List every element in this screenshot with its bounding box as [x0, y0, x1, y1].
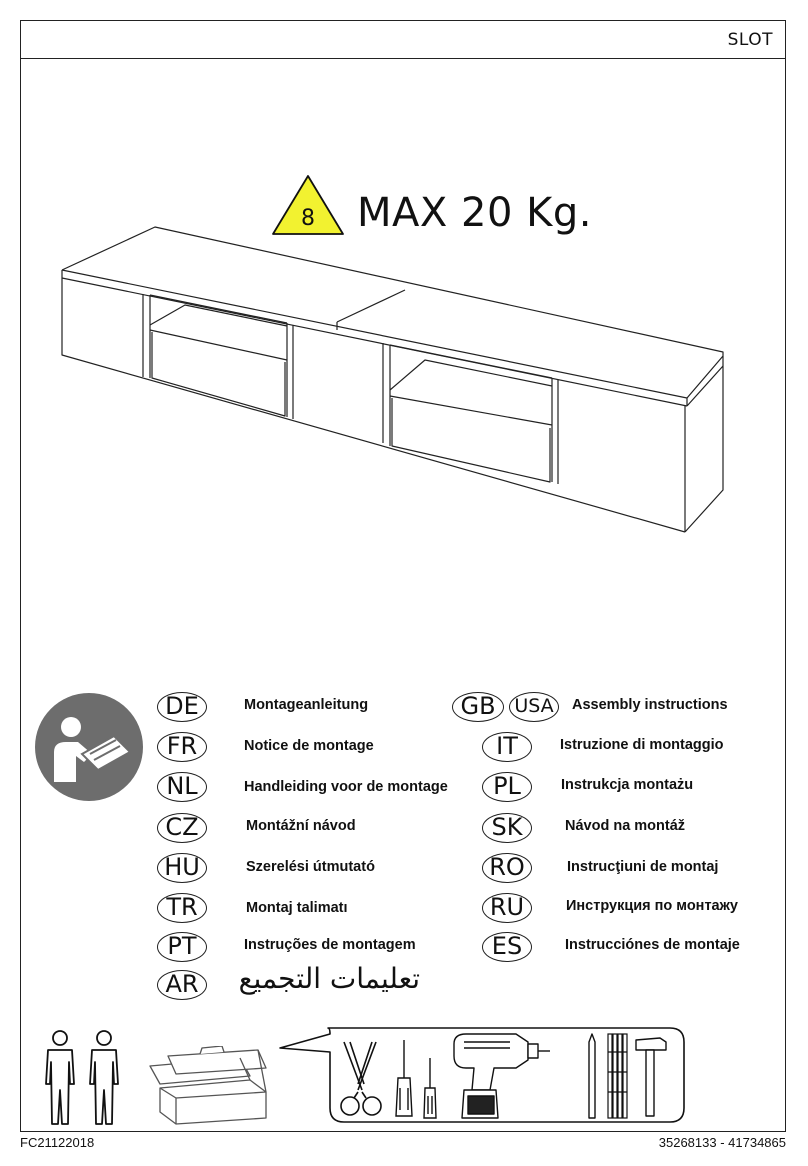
lang-text-pl: Instrukcja montażu: [561, 777, 694, 793]
screwdrivers-icon: [392, 1038, 442, 1122]
lang-badge-it: IT: [482, 732, 532, 762]
max-load-label: MAX 20 Kg.: [357, 190, 592, 236]
lang-badge-tr: TR: [157, 893, 207, 923]
lang-text-gb: Assembly instructions: [572, 697, 728, 713]
folding-ruler-icon: [606, 1032, 630, 1120]
pencil-icon: [586, 1032, 598, 1120]
lang-badge-ar: AR: [157, 970, 207, 1000]
lang-badge-ru: RU: [482, 893, 532, 923]
tv-cabinet-drawing: [55, 220, 735, 540]
product-name: SLOT: [727, 30, 773, 50]
lang-text-ar: تعليمات التجميع: [238, 962, 420, 995]
lang-badge-sk: SK: [482, 813, 532, 843]
lang-badge-gb: GB: [452, 692, 504, 722]
read-instructions-icon: [34, 692, 144, 802]
lang-text-ro: Instrucţiuni de montaj: [567, 859, 719, 875]
lang-badge-es: ES: [482, 932, 532, 962]
lang-badge-ro: RO: [482, 853, 532, 883]
lang-text-de: Montageanleitung: [244, 697, 369, 713]
header-bar: [21, 21, 785, 59]
lang-text-es: Instrucciónes de montaje: [565, 937, 740, 953]
lang-text-it: Istruzione di montaggio: [560, 737, 724, 753]
toolbox-icon: [140, 1046, 275, 1126]
lang-badge-fr: FR: [157, 732, 207, 762]
lang-text-hu: Szerelési útmutató: [246, 859, 375, 875]
lang-badge-de: DE: [157, 692, 207, 722]
two-people-icon: [38, 1028, 128, 1126]
lang-badge-nl: NL: [157, 772, 207, 802]
document-code: FC21122018: [20, 1135, 95, 1150]
lang-text-pt: Instruções de montagem: [244, 937, 416, 953]
lang-badge-cz: CZ: [157, 813, 207, 843]
lang-text-ru: Инструкция по монтажу: [566, 898, 738, 914]
lang-text-nl: Handleiding voor de montage: [244, 779, 448, 795]
max-load-badge-value: 8: [301, 206, 315, 231]
lang-text-fr: Notice de montage: [244, 738, 374, 754]
lang-badge-pl: PL: [482, 772, 532, 802]
lang-text-tr: Montaj talimatı: [246, 900, 348, 916]
lang-text-cz: Montážní návod: [246, 818, 356, 834]
hammer-icon: [634, 1034, 668, 1120]
lang-badge-usa: USA: [509, 692, 559, 722]
article-numbers: 35268133 - 41734865: [658, 1135, 786, 1150]
cordless-drill-icon: [450, 1030, 552, 1124]
lang-badge-pt: PT: [157, 932, 207, 962]
scissors-icon: [336, 1040, 386, 1120]
lang-text-sk: Návod na montáž: [565, 818, 686, 834]
lang-badge-hu: HU: [157, 853, 207, 883]
